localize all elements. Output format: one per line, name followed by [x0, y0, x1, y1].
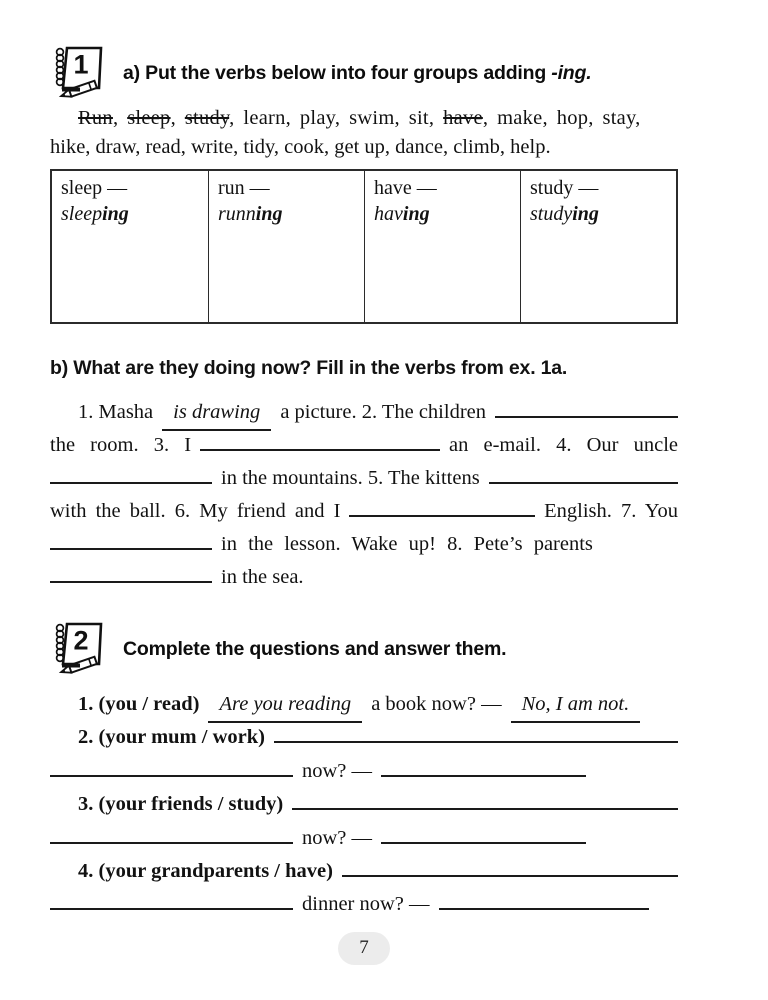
- sentence-text: in the lesson. Wake up! 8. Pete’s parents: [221, 533, 593, 555]
- exercise-1-number: 1: [73, 49, 89, 80]
- question-3-continuation: [50, 822, 678, 855]
- verb-list-text: , learn, play, swim, sit,: [229, 107, 444, 129]
- notebook-pencil-icon: [50, 45, 108, 101]
- question-prompt: 4. (your grandparents / have): [78, 859, 333, 882]
- exercise-2-number: 2: [73, 625, 89, 656]
- question-4-continuation: [50, 888, 678, 921]
- ing-suffix-label: -ing.: [551, 61, 592, 84]
- table-cell-have: [364, 171, 520, 322]
- fill-blank: [50, 581, 212, 583]
- filled-answer: No, I am not.: [511, 688, 641, 723]
- exercise-1-title-text: a) Put the verbs below into four groups adding: [123, 61, 547, 84]
- fill-blank: [292, 808, 678, 810]
- exercise-1b-title: b) What are they doing now? Fill in the verbs from ex. 1a.: [50, 357, 568, 379]
- sentence-text: now? —: [302, 826, 373, 849]
- fill-blank: [50, 548, 212, 550]
- fill-line-2: [50, 429, 678, 462]
- exercise-1-header: [50, 44, 678, 102]
- cell-head: study —: [530, 177, 599, 199]
- verb-word-list: [50, 104, 678, 161]
- table-cell-study: [520, 171, 676, 322]
- fill-blank: [439, 908, 649, 910]
- question-prompt: 1. (you / read): [78, 693, 200, 715]
- exercise-2-header: [50, 620, 678, 678]
- answer-suffix: ing: [402, 202, 430, 225]
- fill-blank: [50, 482, 212, 484]
- exercise-2-title: Complete the questions and answer them.: [123, 637, 507, 660]
- sentence-text: dinner now? —: [302, 893, 430, 916]
- sentence-text: a picture. 2. The children: [280, 401, 486, 423]
- question-2-row: [50, 721, 678, 754]
- question-prompt: 3. (your friends / study): [78, 793, 284, 816]
- fill-blank: [50, 775, 293, 777]
- fill-blank: [342, 875, 678, 877]
- sentence-text: an e-mail. 4. Our uncle: [449, 434, 678, 456]
- page-number-badge: [338, 932, 390, 965]
- answer-suffix: ing: [572, 202, 599, 225]
- fill-blank: [50, 842, 293, 844]
- questions-list: [50, 688, 678, 922]
- sentence-text: 1. Masha: [78, 401, 154, 423]
- sentence-text: in the mountains. 5. The kittens: [221, 467, 480, 489]
- fill-blank: [495, 416, 678, 418]
- sentence-text: a book now? —: [371, 693, 502, 715]
- cell-answer: [218, 202, 356, 228]
- fill-line-1: [50, 396, 678, 429]
- cell-answer: [61, 202, 200, 228]
- exercise-1-title: [123, 62, 591, 85]
- question-2-continuation: [50, 755, 678, 788]
- notebook-pencil-icon: [50, 621, 108, 677]
- fill-line-3: [50, 462, 678, 495]
- sentence-text: English. 7. You: [544, 500, 678, 522]
- answer-stem: runn: [218, 202, 256, 225]
- page-number: 7: [359, 937, 369, 959]
- verb-list-text: ,: [112, 107, 128, 129]
- cell-answer: [374, 202, 512, 228]
- sentence-text: the room. 3. I: [50, 434, 192, 456]
- fill-blank: [489, 482, 678, 484]
- answer-stem: hav: [374, 202, 403, 225]
- answer-stem: study: [530, 202, 573, 225]
- fill-line-6: [50, 561, 678, 594]
- question-3-row: [50, 788, 678, 821]
- sentence-text: with the ball. 6. My friend and I: [50, 500, 341, 522]
- fill-blank: [50, 908, 293, 910]
- answer-suffix: ing: [102, 202, 129, 225]
- verb-list-line-1: [50, 104, 678, 133]
- question-4-row: [50, 855, 678, 888]
- struck-verb: Run: [78, 107, 113, 129]
- table-cell-run: [208, 171, 364, 322]
- sentence-text: in the sea.: [221, 566, 304, 588]
- verb-groups-table: [50, 169, 678, 324]
- sentence-text: now? —: [302, 759, 373, 782]
- fill-blank: [381, 775, 586, 777]
- cell-head: have —: [374, 177, 437, 199]
- fill-blank: [200, 449, 440, 451]
- question-prompt: 2. (your mum / work): [78, 726, 265, 749]
- cell-head: run —: [218, 177, 270, 199]
- answer-stem: sleep: [61, 202, 103, 225]
- cell-answer: [530, 202, 668, 228]
- fill-blank: [381, 842, 586, 844]
- page-content: [50, 0, 678, 965]
- filled-answer: is drawing: [162, 396, 271, 431]
- struck-verb: sleep: [127, 107, 171, 129]
- fill-line-4: [50, 495, 678, 528]
- answer-suffix: ing: [255, 202, 283, 225]
- fill-blank: [349, 515, 535, 517]
- filled-answer: Are you reading: [208, 688, 362, 723]
- struck-verb: study: [184, 107, 230, 129]
- table-cell-sleep: [52, 171, 208, 322]
- fill-line-5: [50, 528, 678, 561]
- fill-in-paragraph: [50, 396, 678, 594]
- verb-list-line-2: hike, draw, read, write, tidy, cook, get up, dance, climb, help.: [50, 135, 551, 158]
- verb-list-text: ,: [170, 107, 185, 129]
- struck-verb: have: [443, 107, 483, 129]
- verb-list-text: , make, hop, stay,: [482, 107, 641, 129]
- question-1-row: [50, 688, 678, 721]
- fill-blank: [274, 741, 678, 743]
- cell-head: sleep —: [61, 177, 128, 199]
